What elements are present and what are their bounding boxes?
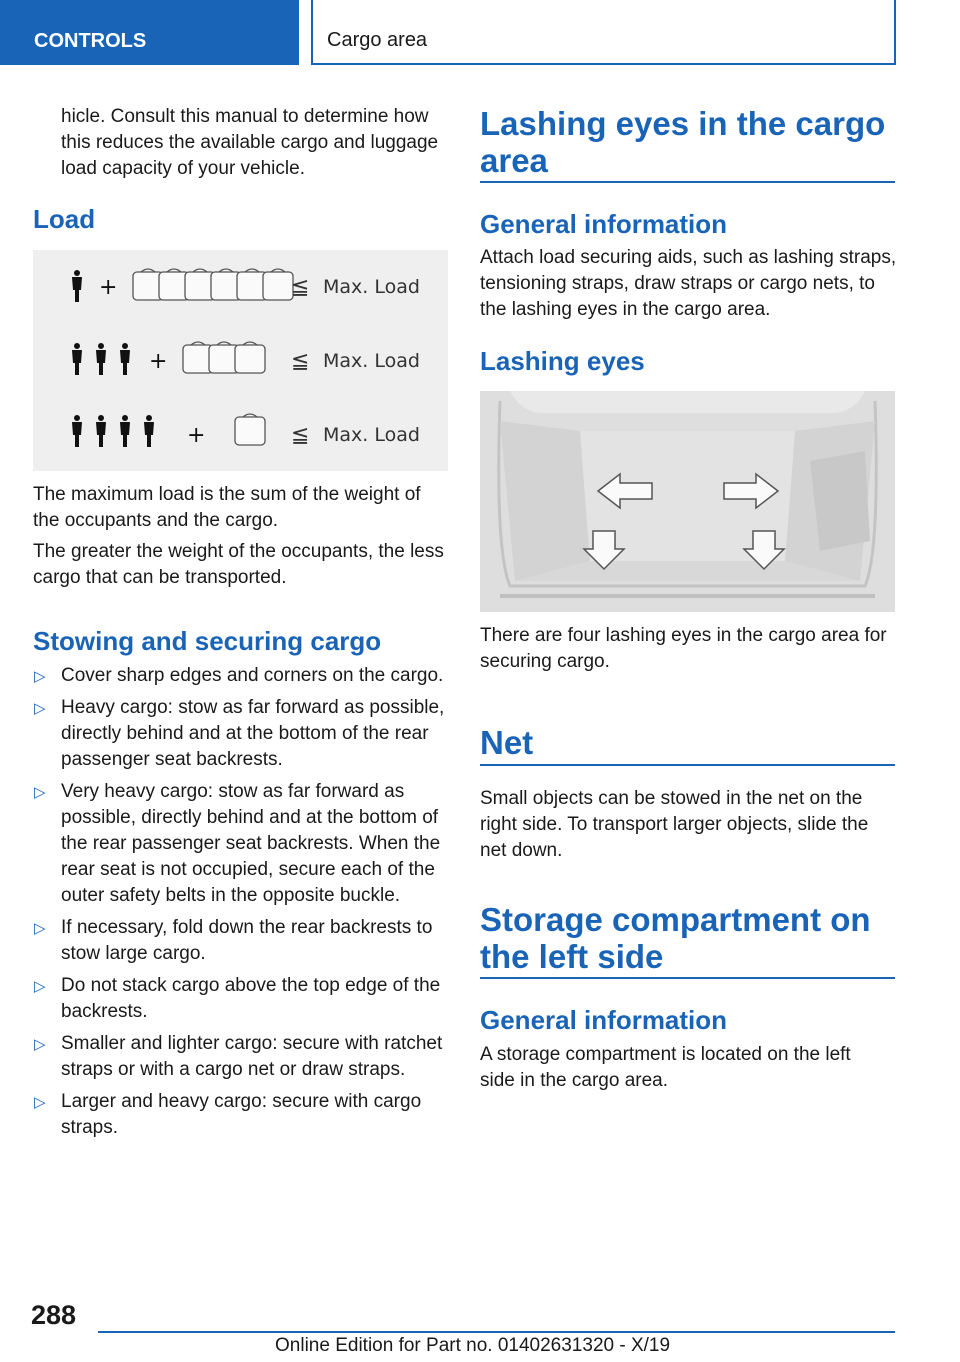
row1-luggage-icon <box>133 269 293 300</box>
svg-text:≦: ≦ <box>291 275 310 300</box>
net-heading: Net <box>480 724 534 761</box>
list-item: ▷ If necessary, fold down the rear backrests to stow large cargo. <box>34 917 433 964</box>
intro-text: hicle. Consult this manual to determine how this reduces the available cargo and luggage load capacity of your vehicle. <box>61 106 439 179</box>
load-diagram <box>33 250 448 471</box>
row3-person-icon <box>72 415 154 447</box>
svg-text:+: + <box>149 349 168 374</box>
bullet-triangle-icon: ▷ <box>34 1094 46 1111</box>
lashing-eyes-text: There are four lashing eyes in the cargo area for securing cargo. <box>480 625 887 672</box>
bullet-triangle-icon: ▷ <box>34 700 46 717</box>
page-number: 288 <box>31 1300 77 1330</box>
row2-maxload-label: Max. Load <box>323 350 420 372</box>
bullet-triangle-icon: ▷ <box>34 920 46 937</box>
row2-luggage-icon <box>183 342 265 373</box>
header-topic-label: Cargo area <box>311 0 896 65</box>
list-item: ▷ Cover sharp edges and corners on the cargo. <box>33 663 451 689</box>
row1-maxload-label: Max. Load <box>323 276 420 298</box>
svg-text:+: + <box>99 275 118 300</box>
lashing-heading-rule <box>480 181 895 183</box>
storage-heading: Storage compartment on the left side <box>480 901 871 975</box>
footer-edition: Online Edition for Part no. 01402631320 - X/19 <box>275 1335 671 1356</box>
cargo-area-figure <box>480 391 895 612</box>
row3-maxload-label: Max. Load <box>323 424 420 446</box>
bullet-triangle-icon: ▷ <box>34 1036 46 1053</box>
list-item: ▷ Larger and heavy cargo: secure with cargo straps. <box>34 1091 422 1138</box>
lashing-eyes-heading: Lashing eyes <box>480 346 645 376</box>
header-section-label: CONTROLS <box>0 0 299 65</box>
net-heading-rule <box>480 764 895 766</box>
storage-heading-rule <box>480 977 895 979</box>
list-item: ▷ Do not stack cargo above the top edge of the backrests. <box>34 975 441 1022</box>
cargo-area-graphic <box>480 391 895 612</box>
svg-text:+: + <box>187 423 206 448</box>
bullet-triangle-icon: ▷ <box>34 784 46 801</box>
load-paragraph-1: The maximum load is the sum of the weight of the occupants and the cargo. <box>33 484 421 531</box>
lashing-general-heading: General information <box>480 209 728 239</box>
row2-person-icon <box>72 343 130 375</box>
bullet-triangle-icon: ▷ <box>34 668 46 685</box>
net-text: Small objects can be stowed in the net on the right side. To transport larger objects, slide the net down. <box>480 788 869 861</box>
row1-person-icon <box>72 270 82 302</box>
stowing-list <box>33 663 451 1141</box>
footer-rule <box>98 1331 895 1333</box>
list-item: ▷ Very heavy cargo: stow as far forward as possible, directly behind and at the bottom of the rear passenger seat backrests. When the rear seat is not occupied, secure each of the outer safety belts in the opposite buckle. <box>34 781 441 906</box>
list-item: ▷ Heavy cargo: stow as far forward as possible, directly behind and at the bottom of the rear passenger seat backrests. <box>34 697 445 770</box>
list-item: ▷ Smaller and lighter cargo: secure with ratchet straps or with a cargo net or draw straps. <box>34 1033 443 1080</box>
row3-luggage-icon <box>235 414 265 445</box>
load-diagram-graphic <box>33 250 448 471</box>
lashing-heading: Lashing eyes in the cargo area <box>480 105 886 179</box>
load-heading: Load <box>33 204 96 234</box>
svg-text:≦: ≦ <box>291 349 310 374</box>
load-paragraph-2: The greater the weight of the occupants, the less cargo that can be transported. <box>33 541 444 588</box>
bullet-triangle-icon: ▷ <box>34 978 46 995</box>
stowing-heading: Stowing and securing cargo <box>33 626 382 656</box>
storage-text: A storage compartment is located on the left side in the cargo area. <box>480 1044 851 1091</box>
storage-general-heading: General information <box>480 1005 728 1035</box>
svg-text:≦: ≦ <box>291 423 310 448</box>
lashing-general-text: Attach load securing aids, such as lashing straps, tensioning straps, draw straps or cargo nets, to the lashing eyes in the cargo area. <box>480 247 897 320</box>
